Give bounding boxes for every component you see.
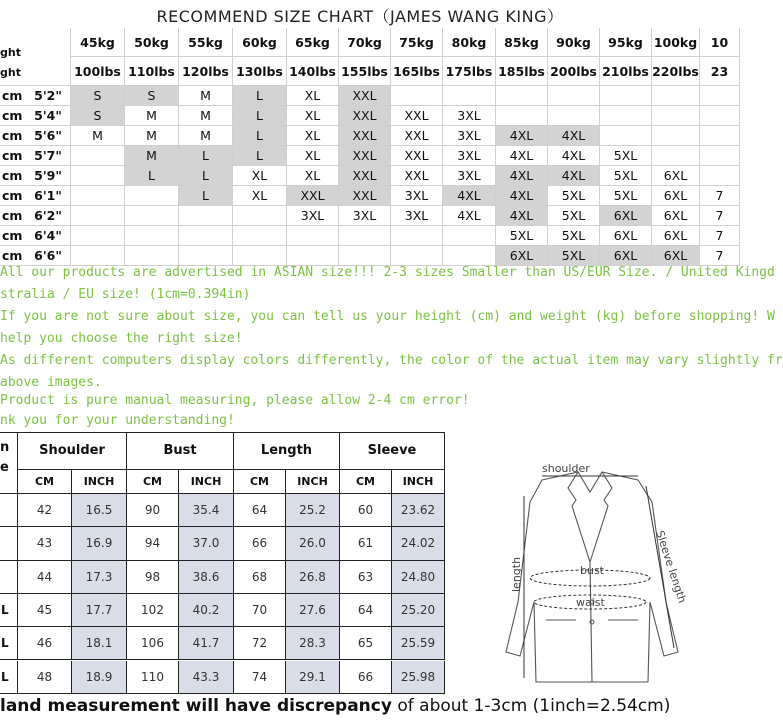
size-cell xyxy=(652,126,700,146)
measure-cell: 61 xyxy=(340,527,392,560)
measure-cell: 40.2 xyxy=(179,594,234,627)
size-cell xyxy=(652,146,700,166)
height-ft-label: 5'9" xyxy=(26,166,71,186)
size-cell xyxy=(287,246,339,266)
size-cell: M xyxy=(179,126,233,146)
size-cell: M xyxy=(179,106,233,126)
measure-cell: 45 xyxy=(18,594,72,627)
size-cell xyxy=(391,226,443,246)
size-header-line: n xyxy=(0,440,10,455)
group-header: Shoulder xyxy=(18,432,127,470)
size-cell: M xyxy=(71,126,125,146)
note-line: If you are not sure about size, you can tell us your height (cm) and weight (kg) before shopping! W xyxy=(0,309,775,324)
size-cell xyxy=(71,146,125,166)
size-cell: 4XL xyxy=(443,206,496,226)
size-cell xyxy=(179,246,233,266)
size-cell: XXL xyxy=(391,126,443,146)
measure-cell: 29.1 xyxy=(286,661,340,694)
size-cell: 5XL xyxy=(496,226,548,246)
size-cell xyxy=(652,106,700,126)
size-cell: 4XL xyxy=(548,146,600,166)
measure-cell: 60 xyxy=(340,494,392,527)
group-header: Sleeve xyxy=(340,432,445,470)
size-cell xyxy=(443,226,496,246)
size-cell xyxy=(125,206,179,226)
weight-kg-header: 45kg xyxy=(71,28,125,57)
size-cell: 5XL xyxy=(548,206,600,226)
size-cell xyxy=(71,246,125,266)
size-cell: 4XL xyxy=(496,126,548,146)
measure-cell: 28.3 xyxy=(286,627,340,660)
size-cell xyxy=(71,186,125,206)
size-cell xyxy=(71,226,125,246)
size-cell: XL xyxy=(287,86,339,106)
size-cell xyxy=(700,146,740,166)
size-cell: 3XL xyxy=(287,206,339,226)
size-cell: 3XL xyxy=(391,186,443,206)
size-cell: S xyxy=(71,106,125,126)
weight-lbs-header: 175lbs xyxy=(443,57,496,86)
footer-bold: land measurement will have discrepancy xyxy=(0,696,392,716)
height-ft-label: 6'2" xyxy=(26,206,71,226)
row-size-label: L xyxy=(0,627,18,660)
size-cell: M xyxy=(125,106,179,126)
row-size-label xyxy=(0,494,18,527)
note-line: help you choose the right size! xyxy=(0,331,243,346)
size-cell xyxy=(652,86,700,106)
size-cell xyxy=(179,226,233,246)
note-line: All our products are advertised in ASIAN size!!! 2-3 sizes Smaller than US/EUR Size. / United Kingd xyxy=(0,265,775,280)
size-cell: L xyxy=(233,126,287,146)
measure-cell: 24.02 xyxy=(392,527,445,560)
measure-cell: 70 xyxy=(234,594,286,627)
size-cell: S xyxy=(71,86,125,106)
size-cell: L xyxy=(233,146,287,166)
measure-cell: 72 xyxy=(234,627,286,660)
weight-kg-header: 70kg xyxy=(339,28,391,57)
size-cell: 5XL xyxy=(600,146,652,166)
weight-lbs-header: 165lbs xyxy=(391,57,443,86)
unit-header-inch: INCH xyxy=(392,470,445,494)
weight-lbs-header: 210lbs xyxy=(600,57,652,86)
measure-cell: 35.4 xyxy=(179,494,234,527)
size-cell xyxy=(71,166,125,186)
size-cell: XL xyxy=(287,146,339,166)
size-cell: XXL xyxy=(339,146,391,166)
size-cell: L xyxy=(179,166,233,186)
note-line: above images. xyxy=(0,375,102,390)
size-cell: 6XL xyxy=(652,206,700,226)
weight-lbs-header: 110lbs xyxy=(125,57,179,86)
measure-cell: 41.7 xyxy=(179,627,234,660)
weight-kg-header: 100kg xyxy=(652,28,700,57)
measure-cell: 66 xyxy=(234,527,286,560)
size-cell xyxy=(125,226,179,246)
shoulder-label: shoulder xyxy=(542,462,590,475)
row-size-label xyxy=(0,527,18,560)
size-cell: XXL xyxy=(339,106,391,126)
size-cell: 4XL xyxy=(496,166,548,186)
weight-kg-header: 75kg xyxy=(391,28,443,57)
size-cell: 5XL xyxy=(548,246,600,266)
note-line: Product is pure manual measuring, please allow 2-4 cm error! xyxy=(0,393,470,408)
height-cm-label: cm xyxy=(0,126,26,146)
measure-cell: 98 xyxy=(127,561,179,594)
size-cell xyxy=(496,86,548,106)
size-cell: XL xyxy=(233,186,287,206)
size-cell: 6XL xyxy=(496,246,548,266)
weight-lbs-header: 185lbs xyxy=(496,57,548,86)
size-cell xyxy=(339,226,391,246)
height-cm-label: cm xyxy=(0,206,26,226)
height-ft-label: 5'2" xyxy=(26,86,71,106)
unit-header-cm: CM xyxy=(340,470,392,494)
size-cell xyxy=(125,246,179,266)
size-cell: 6XL xyxy=(600,226,652,246)
size-cell: 6XL xyxy=(652,186,700,206)
size-cell xyxy=(600,86,652,106)
size-cell xyxy=(443,86,496,106)
height-cm-label: cm xyxy=(0,166,26,186)
unit-header-cm: CM xyxy=(18,470,72,494)
size-cell: XL xyxy=(287,106,339,126)
weight-kg-header: 85kg xyxy=(496,28,548,57)
height-cm-label: cm xyxy=(0,186,26,206)
measure-cell: 68 xyxy=(234,561,286,594)
measure-cell: 16.9 xyxy=(72,527,127,560)
height-ft-label: 6'4" xyxy=(26,226,71,246)
measure-cell: 46 xyxy=(18,627,72,660)
size-cell: 3XL xyxy=(391,206,443,226)
measure-cell: 90 xyxy=(127,494,179,527)
size-cell: S xyxy=(125,86,179,106)
size-cell: XXL xyxy=(391,146,443,166)
measure-cell: 25.98 xyxy=(392,661,445,694)
size-cell: M xyxy=(125,126,179,146)
unit-header-cm: CM xyxy=(234,470,286,494)
size-cell xyxy=(548,106,600,126)
row-size-label xyxy=(0,561,18,594)
size-cell: 4XL xyxy=(548,126,600,146)
size-cell: 6XL xyxy=(652,226,700,246)
size-cell: 3XL xyxy=(443,146,496,166)
weight-lbs-header: 120lbs xyxy=(179,57,233,86)
weight-kg-header: 10 xyxy=(700,28,740,57)
size-cell: L xyxy=(179,146,233,166)
size-cell: L xyxy=(125,166,179,186)
size-cell xyxy=(700,86,740,106)
footer-note xyxy=(0,696,720,716)
height-cm-label: cm xyxy=(0,86,26,106)
measure-cell: 74 xyxy=(234,661,286,694)
size-cell: 6XL xyxy=(600,246,652,266)
measure-cell: 64 xyxy=(234,494,286,527)
size-cell xyxy=(496,106,548,126)
size-cell xyxy=(391,246,443,266)
size-cell: 7 xyxy=(700,226,740,246)
height-cm-label: cm xyxy=(0,226,26,246)
size-cell: 3XL xyxy=(443,166,496,186)
size-cell: 4XL xyxy=(443,186,496,206)
height-ft-label: 6'1" xyxy=(26,186,71,206)
size-cell: L xyxy=(179,186,233,206)
measure-cell: 43.3 xyxy=(179,661,234,694)
size-cell: 4XL xyxy=(496,206,548,226)
measure-cell: 44 xyxy=(18,561,72,594)
measure-cell: 24.80 xyxy=(392,561,445,594)
weight-kg-header: 80kg xyxy=(443,28,496,57)
measure-cell: 106 xyxy=(127,627,179,660)
size-cell xyxy=(287,226,339,246)
measure-cell: 26.0 xyxy=(286,527,340,560)
size-cell xyxy=(339,246,391,266)
weight-kg-header: 60kg xyxy=(233,28,287,57)
size-cell: 7 xyxy=(700,246,740,266)
measure-cell: 43 xyxy=(18,527,72,560)
note-line: nk you for your understanding! xyxy=(0,413,235,428)
size-cell xyxy=(391,86,443,106)
corner-header xyxy=(0,28,71,86)
jacket-diagram xyxy=(480,452,720,692)
size-cell xyxy=(700,166,740,186)
unit-header-inch: INCH xyxy=(286,470,340,494)
measure-cell: 38.6 xyxy=(179,561,234,594)
weight-kg-header: 55kg xyxy=(179,28,233,57)
measure-cell: 110 xyxy=(127,661,179,694)
size-cell: 5XL xyxy=(548,186,600,206)
measure-cell: 18.1 xyxy=(72,627,127,660)
size-cell xyxy=(71,206,125,226)
weight-lbs-header: 220lbs xyxy=(652,57,700,86)
size-cell: 4XL xyxy=(496,146,548,166)
note-line: stralia / EU size! (1cm=0.394in) xyxy=(0,287,251,302)
height-ft-label: 5'6" xyxy=(26,126,71,146)
measure-cell: 66 xyxy=(340,661,392,694)
size-cell: M xyxy=(125,146,179,166)
measure-cell: 18.9 xyxy=(72,661,127,694)
size-cell: 5XL xyxy=(548,226,600,246)
unit-header-cm: CM xyxy=(127,470,179,494)
size-cell xyxy=(233,226,287,246)
size-cell xyxy=(233,246,287,266)
size-cell xyxy=(600,106,652,126)
size-cell: M xyxy=(179,86,233,106)
measure-cell: 94 xyxy=(127,527,179,560)
size-cell: 3XL xyxy=(339,206,391,226)
size-cell: XXL xyxy=(287,186,339,206)
size-cell: 7 xyxy=(700,206,740,226)
size-cell: 5XL xyxy=(600,186,652,206)
size-cell: 3XL xyxy=(443,126,496,146)
size-cell: XXL xyxy=(339,166,391,186)
group-header: Bust xyxy=(127,432,234,470)
size-cell: XXL xyxy=(339,186,391,206)
weight-kg-header: 65kg xyxy=(287,28,339,57)
size-cell: XXL xyxy=(391,106,443,126)
measure-cell: 64 xyxy=(340,594,392,627)
measure-cell: 25.2 xyxy=(286,494,340,527)
size-cell: 4XL xyxy=(496,186,548,206)
height-cm-label: cm xyxy=(0,106,26,126)
corner-weight-label: ght xyxy=(0,46,21,59)
size-col-header xyxy=(0,432,18,494)
size-cell: 4XL xyxy=(548,166,600,186)
size-cell: XXL xyxy=(339,126,391,146)
size-cell xyxy=(125,186,179,206)
chart-title: RECOMMEND SIZE CHART（JAMES WANG KING） xyxy=(156,7,564,26)
row-size-label: L xyxy=(0,661,18,694)
size-cell: XL xyxy=(233,166,287,186)
height-cm-label: cm xyxy=(0,246,26,266)
size-cell: 7 xyxy=(700,186,740,206)
size-cell: XL xyxy=(287,166,339,186)
weight-lbs-header: 140lbs xyxy=(287,57,339,86)
measure-cell: 27.6 xyxy=(286,594,340,627)
size-cell: XL xyxy=(287,126,339,146)
size-cell: L xyxy=(233,86,287,106)
size-cell: 5XL xyxy=(600,166,652,186)
size-cell: XXL xyxy=(391,166,443,186)
size-cell xyxy=(548,86,600,106)
size-cell xyxy=(179,206,233,226)
height-ft-label: 5'4" xyxy=(26,106,71,126)
size-cell: L xyxy=(233,106,287,126)
size-cell xyxy=(443,246,496,266)
size-cell xyxy=(700,106,740,126)
height-cm-label: cm xyxy=(0,146,26,166)
waist-label: waist xyxy=(576,596,605,609)
unit-header-inch: INCH xyxy=(179,470,234,494)
size-cell xyxy=(700,126,740,146)
measure-cell: 42 xyxy=(18,494,72,527)
weight-kg-header: 50kg xyxy=(125,28,179,57)
measure-cell: 23.62 xyxy=(392,494,445,527)
measure-cell: 16.5 xyxy=(72,494,127,527)
measure-cell: 25.20 xyxy=(392,594,445,627)
length-label: length xyxy=(510,556,523,592)
corner-height-label: ght xyxy=(0,66,21,79)
measure-cell: 25.59 xyxy=(392,627,445,660)
size-cell: 6XL xyxy=(600,206,652,226)
note-line: As different computers display colors differently, the color of the actual item may vary slightly fr xyxy=(0,353,783,368)
size-cell: 3XL xyxy=(443,106,496,126)
size-cell: 6XL xyxy=(652,166,700,186)
footer-rest: of about 1-3cm (1inch=2.54cm) xyxy=(391,696,671,716)
weight-kg-header: 90kg xyxy=(548,28,600,57)
weight-lbs-header: 100lbs xyxy=(71,57,125,86)
height-ft-label: 5'7" xyxy=(26,146,71,166)
measure-cell: 65 xyxy=(340,627,392,660)
measure-cell: 102 xyxy=(127,594,179,627)
weight-lbs-header: 130lbs xyxy=(233,57,287,86)
size-cell: 6XL xyxy=(652,246,700,266)
bust-label: bust xyxy=(580,564,604,577)
measure-cell: 37.0 xyxy=(179,527,234,560)
size-cell xyxy=(233,206,287,226)
measure-cell: 48 xyxy=(18,661,72,694)
group-header: Length xyxy=(234,432,340,470)
weight-kg-header: 95kg xyxy=(600,28,652,57)
weight-lbs-header: 155lbs xyxy=(339,57,391,86)
measure-cell: 17.7 xyxy=(72,594,127,627)
measure-cell: 26.8 xyxy=(286,561,340,594)
measure-cell: 17.3 xyxy=(72,561,127,594)
unit-header-inch: INCH xyxy=(72,470,127,494)
size-header-line: e xyxy=(0,460,9,475)
weight-lbs-header: 23 xyxy=(700,57,740,86)
sleeve-label: Sleeve length xyxy=(653,528,689,605)
row-size-label: L xyxy=(0,594,18,627)
weight-lbs-header: 200lbs xyxy=(548,57,600,86)
measure-cell: 63 xyxy=(340,561,392,594)
height-ft-label: 6'6" xyxy=(26,246,71,266)
size-cell: XXL xyxy=(339,86,391,106)
size-cell xyxy=(600,126,652,146)
